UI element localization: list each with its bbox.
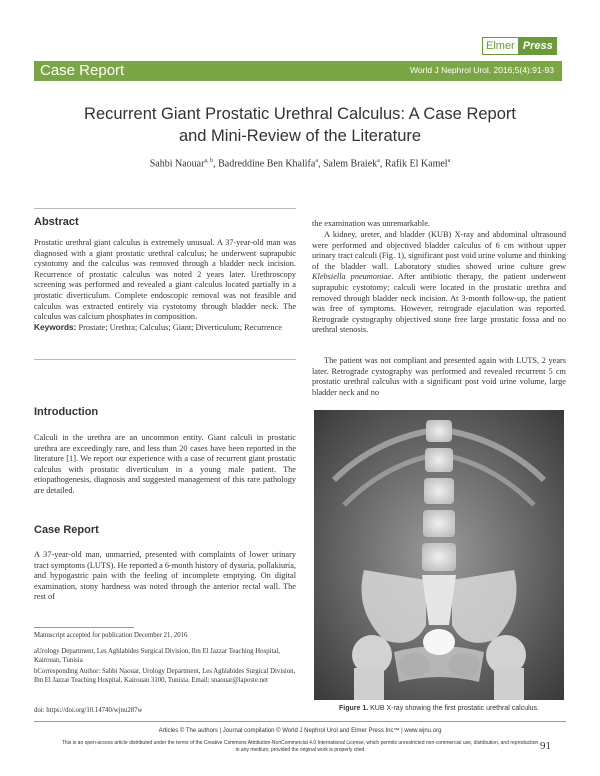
publisher-logo-part1: Elmer — [482, 37, 519, 55]
xray-image — [314, 410, 564, 700]
organism-name: Klebsiella pneumoniae — [312, 272, 392, 282]
figure-caption — [312, 705, 566, 712]
article-type: Case Report — [40, 62, 125, 79]
author-name: Badreddine Ben Khalifa — [218, 158, 316, 170]
footnote-divider — [34, 627, 134, 628]
author-affiliation: a — [447, 158, 451, 164]
paragraph-1-part-b: . After antibiotic therapy, the patient underwent suprapubic cystotomy; calculi were located in the prostatic urethra and removed through bladder neck incision. At 3-month follow-up, the patient was free of symptoms. However, retrograde ejaculation was reported. Retrograde cystography objectived stone free large prostatic fossa and no urethral stenosis. — [312, 272, 566, 335]
author-name: Salem Braiek — [322, 158, 378, 170]
page-number: 91 — [540, 740, 551, 752]
right-paragraph-0: the examination was unremarkable. — [312, 219, 430, 228]
figure-label: Figure 1. — [339, 705, 369, 712]
footer-copyright: Articles © The authors | Journal compilation © World J Nephrol Urol and Elmer Press Inc™ | www.wjnu.org — [158, 728, 442, 734]
header-banner — [34, 61, 562, 81]
footer-divider — [34, 721, 566, 722]
footer-license: This is an open-access article distributed under the terms of the Creative Commons Attribution-NonCommercial 4.0 International License, which permits unrestricted non-commercial use, distribution, and reproduction in any medium, provided the original work is properly cited — [61, 740, 539, 753]
manuscript-accepted: Manuscript accepted for publication December 21, 2016 — [34, 632, 188, 639]
affiliation-a: aUrology Department, Les Aghlabides Surgical Division, Ibn El Jazzar Teaching Hospital, Kairouan, Tunisia — [34, 648, 280, 664]
author-name: Rafik El Kamel — [384, 158, 448, 170]
article-title — [40, 103, 560, 147]
introduction-text: Calculi in the urethra are an uncommon entity. Giant calculi in prostatic urethra are exceedingly rare, and less than 20 cases have been reported in the literature [1]. We report our experience with a case of recurrent giant prostatic calculus with prostatic diverticulum in a young male patient. The etiopathogenesis, diagnosis and suggested management of this rare pathology are detailed. — [34, 433, 296, 495]
keywords-list: Prostate; Urethra; Calculus; Giant; Diverticulum; Recurrence — [76, 323, 282, 332]
abstract-heading: Abstract — [34, 216, 79, 228]
publisher-logo-part2: Press — [519, 37, 557, 55]
doi-link[interactable]: doi: https://doi.org/10.14740/wjnu287w — [34, 707, 143, 714]
abstract-text: Prostatic urethral giant calculus is extremely unusual. A 37-year-old man was diagnosed with a giant prostatic urethral calculus; he underwent suprapubic cystotomy and the calculus was removed through a bladder neck incision. Recurrence of prostatic calculus was noted 2 years later. Urethroscopy screening was performed and revealed a giant calculus located partially in a prostatic diverticulum. Complete endoscopic removal was not feasible and calculus was extracted entirely via cystotomy through bladder neck. The calculus was calcium phosphates in composition. — [34, 238, 296, 322]
figure-caption-text: KUB X-ray showing the first prostatic urethral calculus. — [368, 705, 539, 712]
title-line-1: Recurrent Giant Prostatic Urethral Calculus: A Case Report — [84, 105, 516, 123]
author-name: Sahbi Naouar — [149, 158, 205, 170]
right-paragraph-1 — [312, 230, 566, 336]
case-report-heading: Case Report — [34, 524, 99, 536]
paragraph-1-part-a: A kidney, ureter, and bladder (KUB) X-ray and abdominal ultrasound were performed and objectived bladder calculus of 6 cm without upper urinary tract calculi (Fig. 1), significant post void urine volume and thinking of the bladder wall. Laboratory studies showed urine culture grew — [312, 230, 566, 271]
author-affiliation: a — [315, 158, 318, 164]
affiliation-b: bCorresponding Author: Sahbi Naouar, Urology Department, Les Aghlabides Surgical Division, Ibn El Jazzar Teaching Hospital, Kairouan 3100, Tunisia. Email: snaouar@laposte.net — [34, 668, 296, 684]
case-report-text: A 37-year-old man, unmarried, presented with complaints of lower urinary tract symptoms (LUTS). He reported a 6-month history of dysuria, pollakiuria, and hypogastric pain with the feeling of incomplete emptying. On digital examination, stony hardness was noted through the anterior rectal wall. The rest of — [34, 550, 296, 602]
journal-citation: World J Nephrol Urol. 2016;5(4):91-93 — [410, 65, 554, 75]
author-affiliation: a — [377, 158, 380, 164]
keywords — [34, 322, 296, 334]
keywords-label: Keywords: — [34, 322, 77, 332]
title-line-2: and Mini-Review of the Literature — [178, 127, 422, 145]
publisher-logo — [482, 37, 557, 55]
kub-xray-figure — [314, 410, 564, 700]
right-paragraph-2: The patient was not compliant and presented again with LUTS, 2 years later. Retrograde cystography was performed and revealed recurrent 5 cm prostatic urethral calculus with a significant post void urine volume, large bladder neck and no — [312, 356, 566, 397]
author-affiliation: a, b — [204, 158, 214, 164]
introduction-heading: Introduction — [34, 406, 99, 418]
author-list: Sahbi Naouar$^{a, b}$, Badreddine Ben Khalifa$^a$, Salem Braiek$^a$, Rafik El Kamel$^a$ — [149, 158, 451, 170]
